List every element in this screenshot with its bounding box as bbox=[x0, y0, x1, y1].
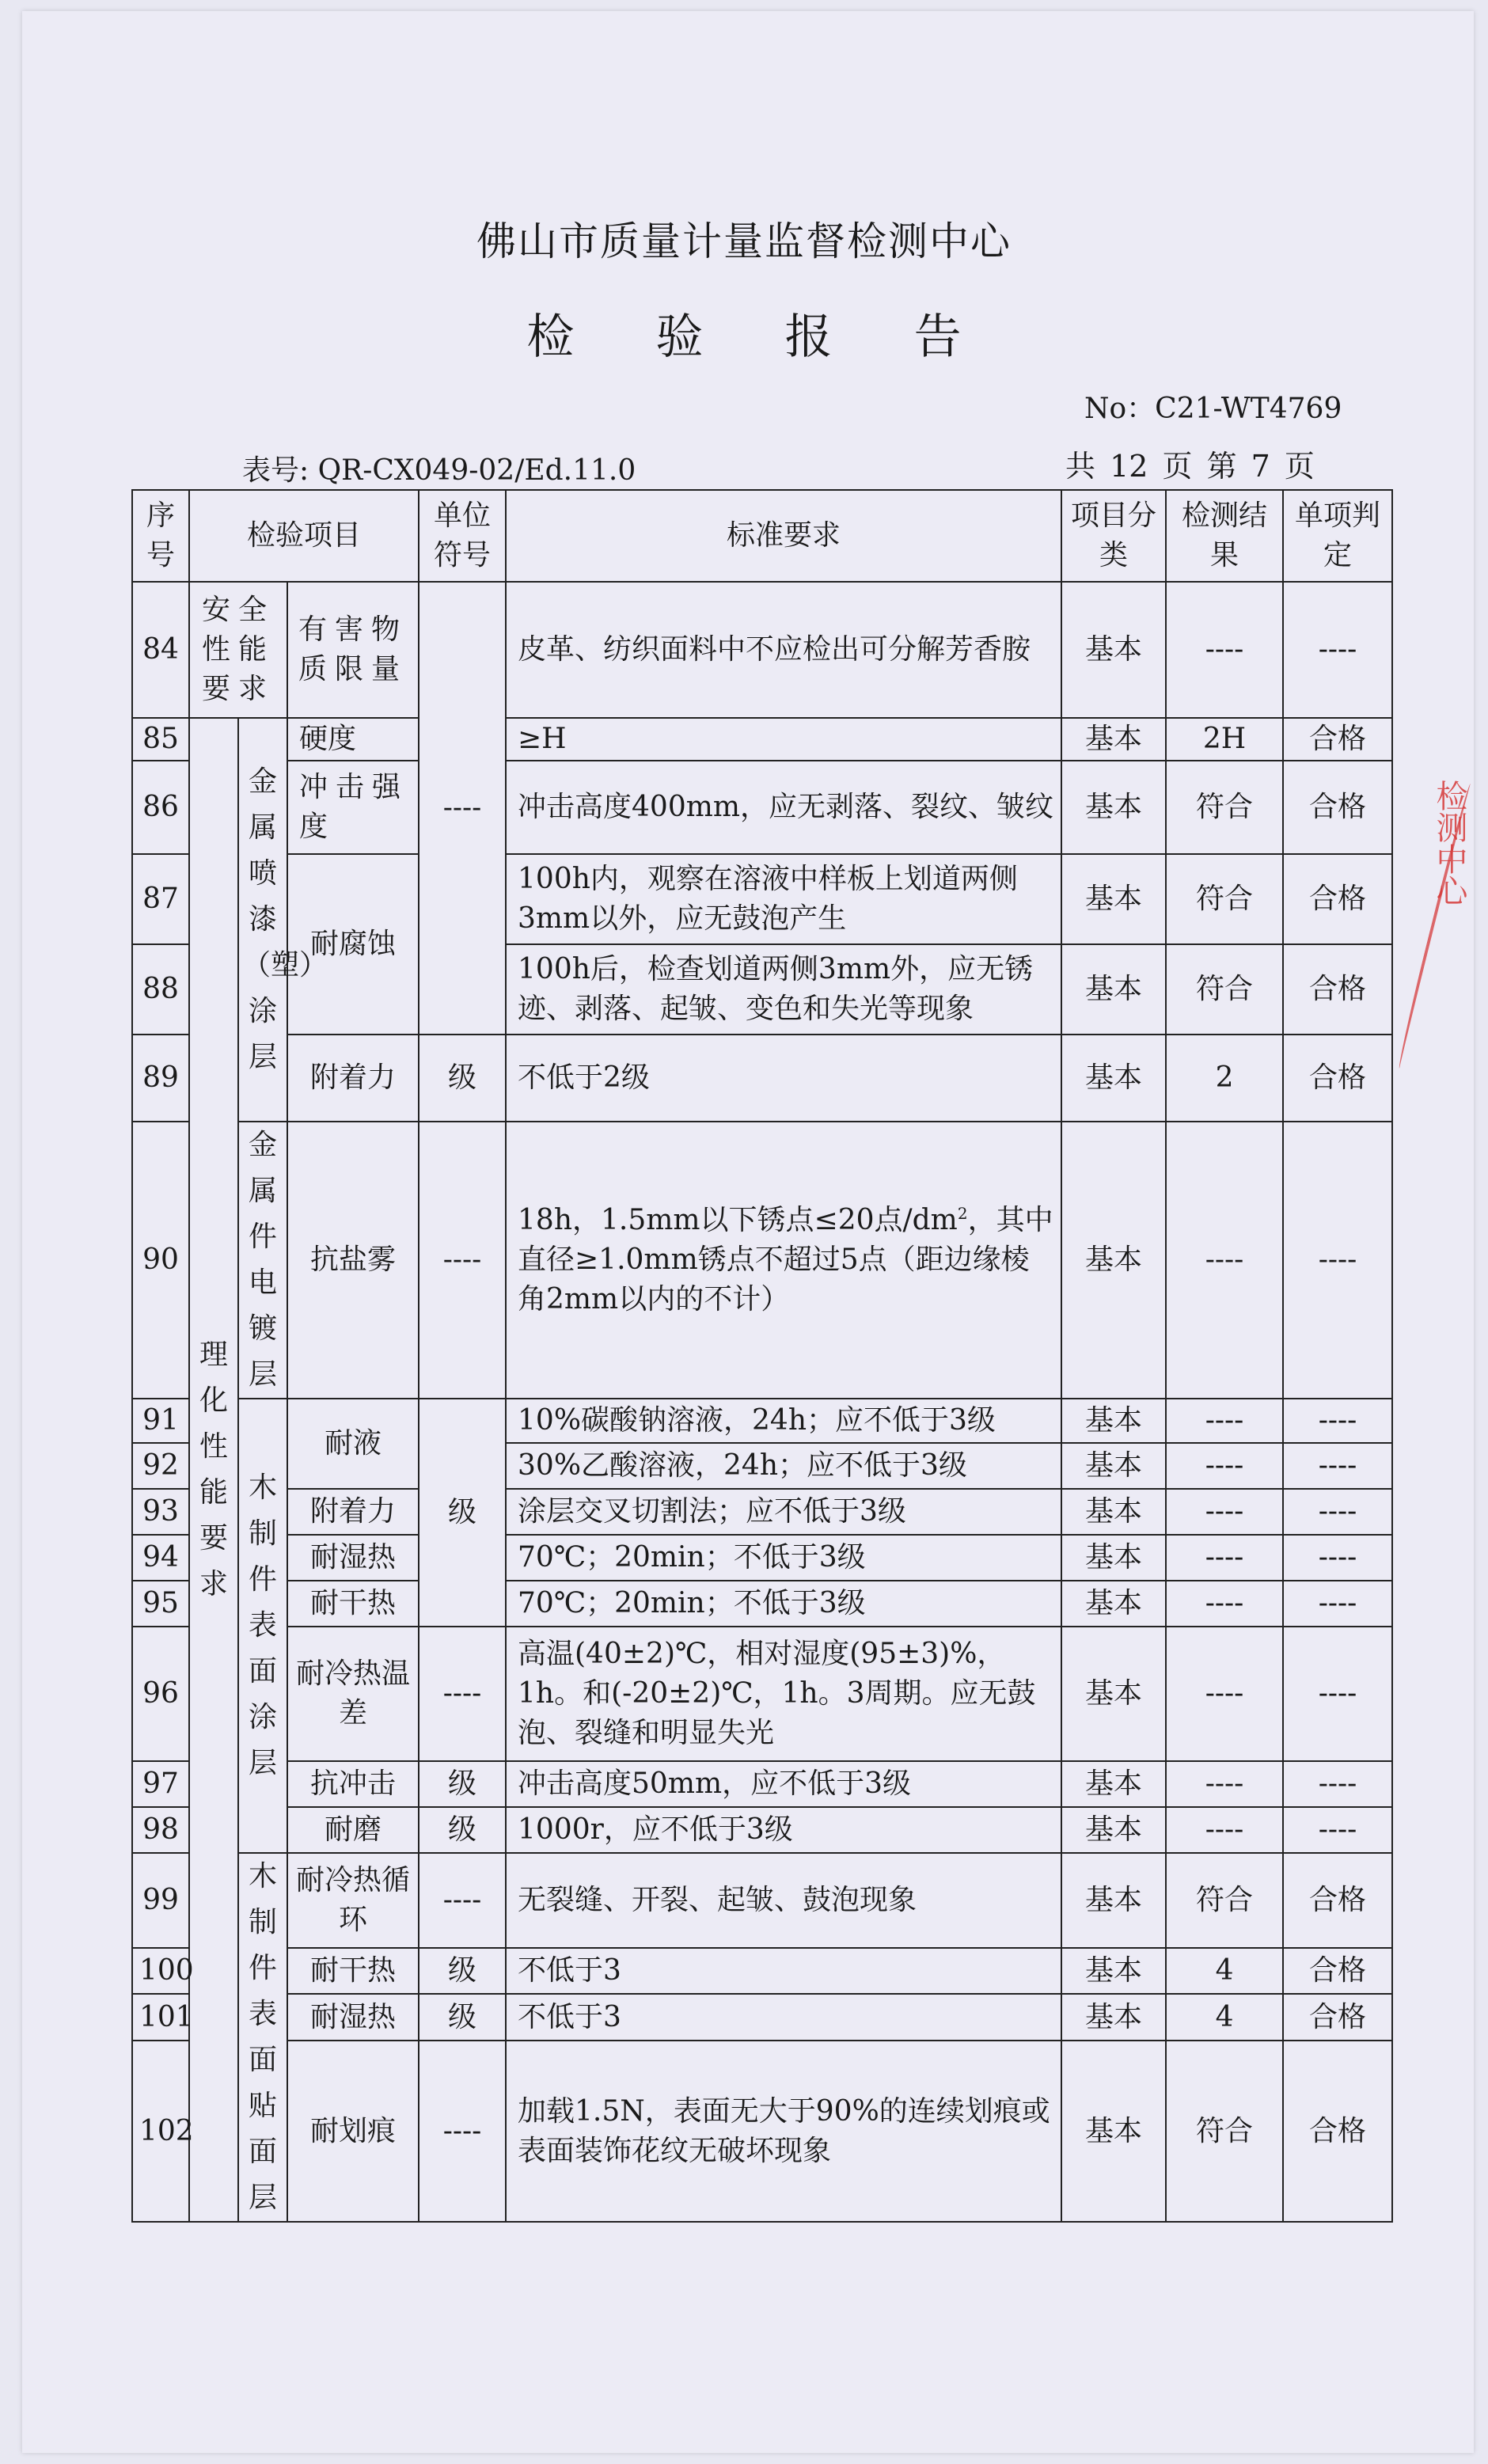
requirement-cell: 70℃；20min；不低于3级 bbox=[506, 1581, 1061, 1627]
result-cell: ---- bbox=[1166, 1581, 1283, 1627]
subitem-salt-spray: 抗盐雾 bbox=[287, 1122, 419, 1399]
judgement-cell: ---- bbox=[1283, 1122, 1392, 1399]
result-cell: ---- bbox=[1166, 582, 1283, 718]
judgement-cell: 合格 bbox=[1283, 944, 1392, 1035]
row-seq: 96 bbox=[132, 1627, 189, 1761]
row-seq: 91 bbox=[132, 1399, 189, 1443]
result-cell: 符合 bbox=[1166, 1853, 1283, 1948]
group-safety: 安全性能要求 bbox=[189, 582, 287, 718]
row-seq: 89 bbox=[132, 1035, 189, 1122]
unit-cell: 级 bbox=[419, 1994, 506, 2041]
row-seq: 86 bbox=[132, 761, 189, 854]
subitem-abrasion: 耐磨 bbox=[287, 1807, 419, 1853]
result-cell: ---- bbox=[1166, 1443, 1283, 1489]
row-seq: 87 bbox=[132, 854, 189, 944]
category-cell: 基本 bbox=[1061, 1581, 1166, 1627]
table-row bbox=[132, 1535, 1392, 1581]
row-seq: 101 bbox=[132, 1994, 189, 2041]
category-cell: 基本 bbox=[1061, 1807, 1166, 1853]
category-cell: 基本 bbox=[1061, 761, 1166, 854]
category-cell: 基本 bbox=[1061, 1535, 1166, 1581]
subitem-dry-heat: 耐干热 bbox=[287, 1581, 419, 1627]
subitem-cold-heat-diff: 耐冷热温差 bbox=[287, 1627, 419, 1761]
header-result: 检测结果 bbox=[1166, 490, 1283, 582]
table-row bbox=[132, 2041, 1392, 2222]
row-seq: 92 bbox=[132, 1443, 189, 1489]
requirement-cell: 涂层交叉切割法；应不低于3级 bbox=[506, 1489, 1061, 1535]
table-row bbox=[132, 1948, 1392, 1995]
subitem-corrosion: 耐腐蚀 bbox=[287, 854, 419, 1035]
row-seq: 90 bbox=[132, 1122, 189, 1399]
table-row bbox=[132, 1122, 1392, 1399]
requirement-cell: 1000r，应不低于3级 bbox=[506, 1807, 1061, 1853]
result-cell: ---- bbox=[1166, 1122, 1283, 1399]
result-cell: 符合 bbox=[1166, 761, 1283, 854]
unit-cell: ---- bbox=[419, 582, 506, 1035]
subitem-dry-heat-2: 耐干热 bbox=[287, 1948, 419, 1995]
requirement-cell: 冲击高度50mm，应不低于3级 bbox=[506, 1761, 1061, 1807]
row-seq: 94 bbox=[132, 1535, 189, 1581]
subitem-adhesion: 附着力 bbox=[287, 1035, 419, 1122]
subitem-liquid: 耐液 bbox=[287, 1399, 419, 1489]
row-seq: 99 bbox=[132, 1853, 189, 1948]
judgement-cell: ---- bbox=[1283, 1627, 1392, 1761]
subitem-impact: 冲击强度 bbox=[287, 761, 419, 854]
result-cell: ---- bbox=[1166, 1761, 1283, 1807]
subitem-cold-heat-cycle: 耐冷热循环 bbox=[287, 1853, 419, 1948]
judgement-cell: 合格 bbox=[1283, 1853, 1392, 1948]
category-cell: 基本 bbox=[1061, 582, 1166, 718]
category-cell: 基本 bbox=[1061, 1035, 1166, 1122]
row-seq: 102 bbox=[132, 2041, 189, 2222]
group-wood-veneer: 木制件表面贴面层 bbox=[238, 1853, 287, 2222]
table-header-row bbox=[132, 490, 1392, 582]
result-cell: ---- bbox=[1166, 1627, 1283, 1761]
requirement-cell: 100h后，检查划道两侧3mm外，应无锈迹、剥落、起皱、变色和失光等现象 bbox=[506, 944, 1061, 1035]
red-seal-stamp: 检测中心 bbox=[1431, 780, 1467, 906]
requirement-cell: 不低于3 bbox=[506, 1948, 1061, 1995]
category-cell: 基本 bbox=[1061, 1761, 1166, 1807]
category-cell: 基本 bbox=[1061, 2041, 1166, 2222]
subitem-humid-heat: 耐湿热 bbox=[287, 1535, 419, 1581]
judgement-cell: ---- bbox=[1283, 1581, 1392, 1627]
judgement-cell: 合格 bbox=[1283, 1035, 1392, 1122]
unit-cell: ---- bbox=[419, 1853, 506, 1948]
result-cell: 2 bbox=[1166, 1035, 1283, 1122]
requirement-cell: 70℃；20min；不低于3级 bbox=[506, 1535, 1061, 1581]
requirement-cell: 不低于3 bbox=[506, 1994, 1061, 2041]
header-requirement: 标准要求 bbox=[506, 490, 1061, 582]
table-row bbox=[132, 1581, 1392, 1627]
header-judgement: 单项判定 bbox=[1283, 490, 1392, 582]
result-cell: ---- bbox=[1166, 1489, 1283, 1535]
category-cell: 基本 bbox=[1061, 854, 1166, 944]
row-seq: 93 bbox=[132, 1489, 189, 1535]
table-row bbox=[132, 854, 1392, 944]
category-cell: 基本 bbox=[1061, 1948, 1166, 1995]
requirement-cell: 无裂缝、开裂、起皱、鼓泡现象 bbox=[506, 1853, 1061, 1948]
unit-cell: ---- bbox=[419, 1122, 506, 1399]
subitem-hardness: 硬度 bbox=[287, 718, 419, 761]
result-cell: 符合 bbox=[1166, 944, 1283, 1035]
result-cell: ---- bbox=[1166, 1399, 1283, 1443]
table-row bbox=[132, 1853, 1392, 1948]
judgement-cell: ---- bbox=[1283, 1489, 1392, 1535]
page-count: 共 12 页 第 7 页 bbox=[1065, 449, 1315, 484]
subitem-hazardous: 有害物质限量 bbox=[287, 582, 419, 718]
header-unit: 单位符号 bbox=[419, 490, 506, 582]
unit-cell: 级 bbox=[419, 1399, 506, 1627]
result-cell: 符合 bbox=[1166, 854, 1283, 944]
report-title: 检 验 报 告 bbox=[526, 309, 995, 365]
unit-cell: 级 bbox=[419, 1807, 506, 1853]
category-cell: 基本 bbox=[1061, 1627, 1166, 1761]
subitem-scratch: 耐划痕 bbox=[287, 2041, 419, 2222]
row-seq: 88 bbox=[132, 944, 189, 1035]
requirement-text-b: ，其中直径≥1.0mm锈点不超过5点（距边缘棱角2mm以内的不计） bbox=[518, 1204, 1053, 1316]
row-seq: 85 bbox=[132, 718, 189, 761]
category-cell: 基本 bbox=[1061, 718, 1166, 761]
judgement-cell: 合格 bbox=[1283, 854, 1392, 944]
category-cell: 基本 bbox=[1061, 1399, 1166, 1443]
result-cell: 4 bbox=[1166, 1948, 1283, 1995]
requirement-cell: 30%乙酸溶液，24h；应不低于3级 bbox=[506, 1443, 1061, 1489]
judgement-cell: ---- bbox=[1283, 1399, 1392, 1443]
judgement-cell: 合格 bbox=[1283, 718, 1392, 761]
form-number: 表号: QR-CX049-02/Ed.11.0 bbox=[242, 454, 636, 487]
row-seq: 98 bbox=[132, 1807, 189, 1853]
result-cell: 4 bbox=[1166, 1994, 1283, 2041]
inspection-table bbox=[131, 489, 1393, 2223]
organization-name: 佛山市质量计量监督检测中心 bbox=[476, 218, 1012, 264]
group-physchem: 理化性能要求 bbox=[189, 718, 238, 2222]
row-seq: 100 bbox=[132, 1948, 189, 1995]
unit-cell: ---- bbox=[419, 2041, 506, 2222]
judgement-cell: ---- bbox=[1283, 1761, 1392, 1807]
row-seq: 84 bbox=[132, 582, 189, 718]
requirement-cell: ≥H bbox=[506, 718, 1061, 761]
group-metal-paint: 金属喷漆（塑）涂层 bbox=[238, 718, 287, 1122]
group-wood-coating: 木制件表面涂层 bbox=[238, 1399, 287, 1853]
row-seq: 97 bbox=[132, 1761, 189, 1807]
judgement-cell: 合格 bbox=[1283, 2041, 1392, 2222]
table-row bbox=[132, 582, 1392, 718]
category-cell: 基本 bbox=[1061, 1489, 1166, 1535]
category-cell: 基本 bbox=[1061, 1994, 1166, 2041]
table-row bbox=[132, 1994, 1392, 2041]
requirement-cell: 不低于2级 bbox=[506, 1035, 1061, 1122]
category-cell: 基本 bbox=[1061, 1853, 1166, 1948]
row-seq: 95 bbox=[132, 1581, 189, 1627]
result-cell: ---- bbox=[1166, 1807, 1283, 1853]
requirement-cell: 100h内，观察在溶液中样板上划道两侧3mm以外，应无鼓泡产生 bbox=[506, 854, 1061, 944]
subitem-humid-heat-2: 耐湿热 bbox=[287, 1994, 419, 2041]
requirement-cell: 皮革、纺织面料中不应检出可分解芳香胺 bbox=[506, 582, 1061, 718]
table-row bbox=[132, 1035, 1392, 1122]
judgement-cell: ---- bbox=[1283, 1443, 1392, 1489]
unit-cell: 级 bbox=[419, 1761, 506, 1807]
judgement-cell: ---- bbox=[1283, 582, 1392, 718]
judgement-cell: ---- bbox=[1283, 1807, 1392, 1853]
header-category: 项目分类 bbox=[1061, 490, 1166, 582]
requirement-cell bbox=[506, 1122, 1061, 1399]
requirement-cell: 加载1.5N，表面无大于90%的连续划痕或表面装饰花纹无破坏现象 bbox=[506, 2041, 1061, 2222]
header-seq: 序号 bbox=[132, 490, 189, 582]
subitem-adhesion-2: 附着力 bbox=[287, 1489, 419, 1535]
result-cell: ---- bbox=[1166, 1535, 1283, 1581]
judgement-cell: 合格 bbox=[1283, 761, 1392, 854]
requirement-cell: 冲击高度400mm，应无剥落、裂纹、皱纹 bbox=[506, 761, 1061, 854]
result-cell: 2H bbox=[1166, 718, 1283, 761]
report-number: No：C21-WT4769 bbox=[1084, 393, 1342, 425]
requirement-superscript: 2 bbox=[957, 1204, 968, 1223]
result-cell: 符合 bbox=[1166, 2041, 1283, 2222]
table-row bbox=[132, 718, 1392, 761]
requirement-cell: 10%碳酸钠溶液，24h；应不低于3级 bbox=[506, 1399, 1061, 1443]
judgement-cell: 合格 bbox=[1283, 1948, 1392, 1995]
unit-cell: ---- bbox=[419, 1627, 506, 1761]
table-row bbox=[132, 1627, 1392, 1761]
table-row bbox=[132, 1489, 1392, 1535]
judgement-cell: 合格 bbox=[1283, 1994, 1392, 2041]
subitem-impact-2: 抗冲击 bbox=[287, 1761, 419, 1807]
group-metal-plating: 金属件电镀层 bbox=[238, 1122, 287, 1399]
unit-cell: 级 bbox=[419, 1948, 506, 1995]
category-cell: 基本 bbox=[1061, 944, 1166, 1035]
unit-cell: 级 bbox=[419, 1035, 506, 1122]
requirement-cell: 高温(40±2)℃，相对湿度(95±3)%，1h。和(-20±2)℃，1h。3周期。应无鼓泡、裂缝和明显失光 bbox=[506, 1627, 1061, 1761]
category-cell: 基本 bbox=[1061, 1122, 1166, 1399]
requirement-text-a: 18h，1.5mm以下锈点≤20点/dm bbox=[518, 1204, 958, 1236]
category-cell: 基本 bbox=[1061, 1443, 1166, 1489]
table-row bbox=[132, 1761, 1392, 1807]
header-item: 检验项目 bbox=[189, 490, 419, 582]
table-row bbox=[132, 1399, 1392, 1443]
judgement-cell: ---- bbox=[1283, 1535, 1392, 1581]
table-row bbox=[132, 761, 1392, 854]
table-row bbox=[132, 1807, 1392, 1853]
